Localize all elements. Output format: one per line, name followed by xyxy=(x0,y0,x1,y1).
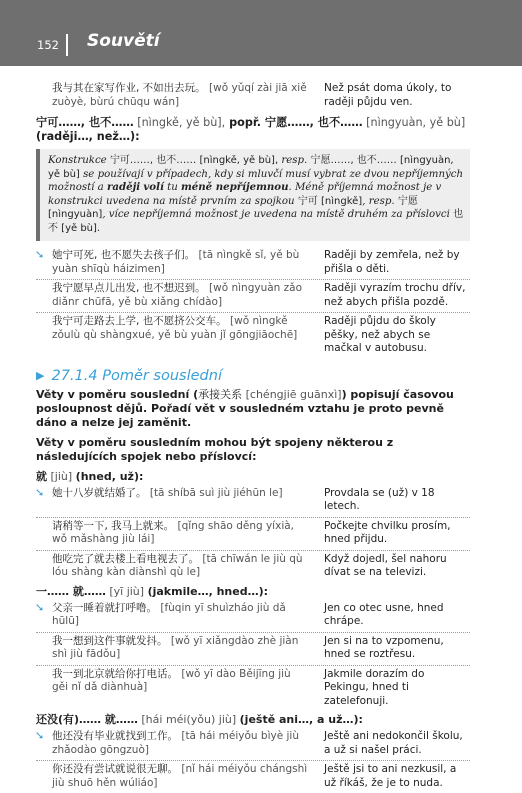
arrow-icon: ➘ xyxy=(35,729,45,742)
connector-heading: 就 [jiù] (hned, už): xyxy=(36,469,144,483)
arrow-icon: ➘ xyxy=(35,600,45,614)
example-row: ➘ 他还没有毕业就找到工作。 [tā hái méiyǒu bìyè jiù zhǎodào gōngzuò] Ještě ani nedokončil školu, a už si našel práci. xyxy=(35,729,463,756)
grammar-note: Konstrukce 宁可……, 也不…… [nìngkě, yě bù], resp. 宁愿……, 也不…… [nìngyuàn, yě bù] se používají v případech, kdy si mluvčí musí vybrat ze dvou nepříjemných možností a raději volí tu méně nepříjemnou. Méně příjemná možnost je v konstrukci uvedena na místě prvním za spojkou 宁可 [nìngkě], resp. 宁愿 [nìngyuàn], více nepříjemná možnost je uvedena na místě druhém za příslovci 也不 [yě bù]. xyxy=(36,149,470,241)
example-row: 我宁可走路去上学, 也不愿挤公交车。 [wǒ nìngkě zǒulù qù shàngxué, yě bù yuàn jǐ gōngjiāochē] Raději půjdu do školy pěšky, než abych se mačkal v autobusu. xyxy=(36,312,470,359)
example-row: ➘ 她宁可死, 也不愿失去孩子们。 [tā nìngkě sǐ, yě bù yuàn shīqù háizimen] Raději by zemřela, než by přišla o děti. xyxy=(35,248,460,275)
example-row: 请稍等一下, 我马上就来。 [qǐng shāo děng yíxià, wǒ mǎshàng jiù lái] Počkejte chvilku prosím, hned přijdu. xyxy=(36,517,470,550)
example-list xyxy=(36,485,470,583)
page-header xyxy=(0,0,522,66)
triangle-icon: ▶ xyxy=(36,369,45,382)
example-list xyxy=(36,247,470,359)
intro-paragraph: Věty v poměru souslední (承接关系 [chéngjiē guānxì]) popisují časovou posloupnost dějů. Pořadí vět v sousledném vztahu je proto pevně dáno a nelze jej zaměnit. xyxy=(36,387,454,429)
chapter-title: Souvětí xyxy=(87,31,160,51)
construction-heading: 宁可……, 也不…… [nìngkě, yě bù], popř. 宁愿……, 也不…… [nìngyuàn, yě bù] (raději…, než…): xyxy=(36,116,466,143)
example-row: 我一到北京就给你打电话。 [wǒ yī dào Běijīng jiù gěi nǐ dǎ diànhuà] Jakmile dorazím do Pekingu, hned ti zatelefonuji. xyxy=(36,665,470,712)
example-row: 你还没有尝试就说很无聊。 [nǐ hái méiyǒu chángshì jiù shuō hěn wúliáo] Ještě jsi to ani nezkusil, a už říkáš, že je to nuda. xyxy=(36,760,470,793)
page-content xyxy=(36,80,470,793)
example-row: 他吃完了就去楼上看电视去了。 [tā chīwán le jiù qù lóu shàng kàn diànshì qù le] Když dojedl, šel nahoru dívat se na televizi. xyxy=(36,550,470,583)
connector-heading: 还没(有)…… 就…… [hái méi(yǒu) jiù] (ještě ani…, a už…): xyxy=(36,713,363,726)
example-pinyin: [wǒ yǔqí zài jiā xiě zuòyè, bùrú chūqu wán] xyxy=(52,82,307,108)
connectors-paragraph: Věty v poměru sousledním mohou být spojeny některou z následujících spojek nebo příslovcí: xyxy=(36,435,394,463)
example-chinese: 我与其在家写作业, 不如出去玩。 xyxy=(52,82,206,94)
connector-heading: 一…… 就…… [yī jiù] (jakmile…, hned…): xyxy=(36,584,269,598)
example-translation: Než psát doma úkoly, to raději půjdu ven. xyxy=(324,82,452,108)
example-row: ➘ 父亲一睡着就打呼噜。 [fùqin yī shuìzháo jiù dǎ hūlū] Jen co otec usne, hned chrápe. xyxy=(35,600,444,627)
example-list xyxy=(36,600,470,712)
example-row: 我一想到这件事就发抖。 [wǒ yī xiǎngdào zhè jiàn shì jiù fādǒu] Jen si na to vzpomenu, hned se roztřesu. xyxy=(36,632,470,665)
arrow-icon: ➘ xyxy=(35,485,45,499)
example-list xyxy=(36,728,470,793)
header-divider xyxy=(66,34,68,56)
arrow-icon: ➘ xyxy=(35,248,45,261)
example-row: 我宁愿早点儿出发, 也不想迟到。 [wǒ nìngyuàn zǎo diǎnr chūfā, yě bù xiǎng chídào] Raději vyrazím trochu dřív, než abych přišla pozdě. xyxy=(36,279,470,312)
section-title: ▶ 27.1.4 Poměr souslední xyxy=(36,367,222,384)
example-row xyxy=(36,80,470,112)
example-row: ➘ 她十八岁就结婚了。 [tā shíbā suì jiù jiéhūn le] Provdala se (už) v 18 letech. xyxy=(35,485,435,512)
page-number: 152 xyxy=(37,38,59,52)
